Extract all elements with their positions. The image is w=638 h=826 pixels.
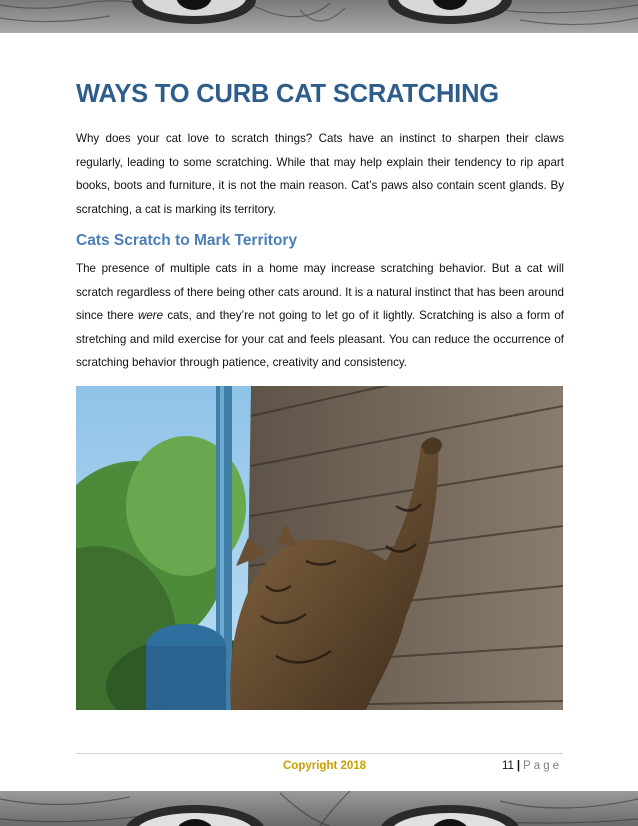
cat-scratching-photo [76,386,563,710]
top-cat-eyes-banner [0,0,638,33]
section-paragraph [76,257,564,375]
page-number: 11 [501,760,514,772]
footer-page-number [502,760,562,772]
section-heading: Cats Scratch to Mark Territory [76,232,298,249]
bottom-cat-eyes-banner [0,791,638,826]
page-word: Page [523,760,562,772]
footer-divider [76,753,563,754]
page-title: WAYS TO CURB CAT SCRATCHING [76,80,499,108]
section-paragraph-text-1: The presence of multiple cats in a home may increase scratching behavior. But a cat will scratch regardless of there being other cats around. It is a natural instinct that has been around since there [76,262,564,322]
footer-copyright: Copyright 2018 [283,760,367,772]
section-paragraph-emphasis: were [137,309,164,322]
intro-paragraph: Why does your cat love to scratch things? Cats have an instinct to sharpen their claws regularly, leading to some scratching. While that may help explain their tendency to rip apart books, boots and furniture, it is not the main reason. Cat’s paws also contain scent glands. By scratching, a cat is marking its territory. [76,132,564,216]
section-paragraph-text-2: cats, and they’re not going to let go of it lightly. Scratching is also a form of stretching and mild exercise for your cat and feels pleasant. You can reduce the occurrence of scratching behavior through patience, creativity and consistency. [76,309,565,369]
page-separator: | [516,760,521,772]
